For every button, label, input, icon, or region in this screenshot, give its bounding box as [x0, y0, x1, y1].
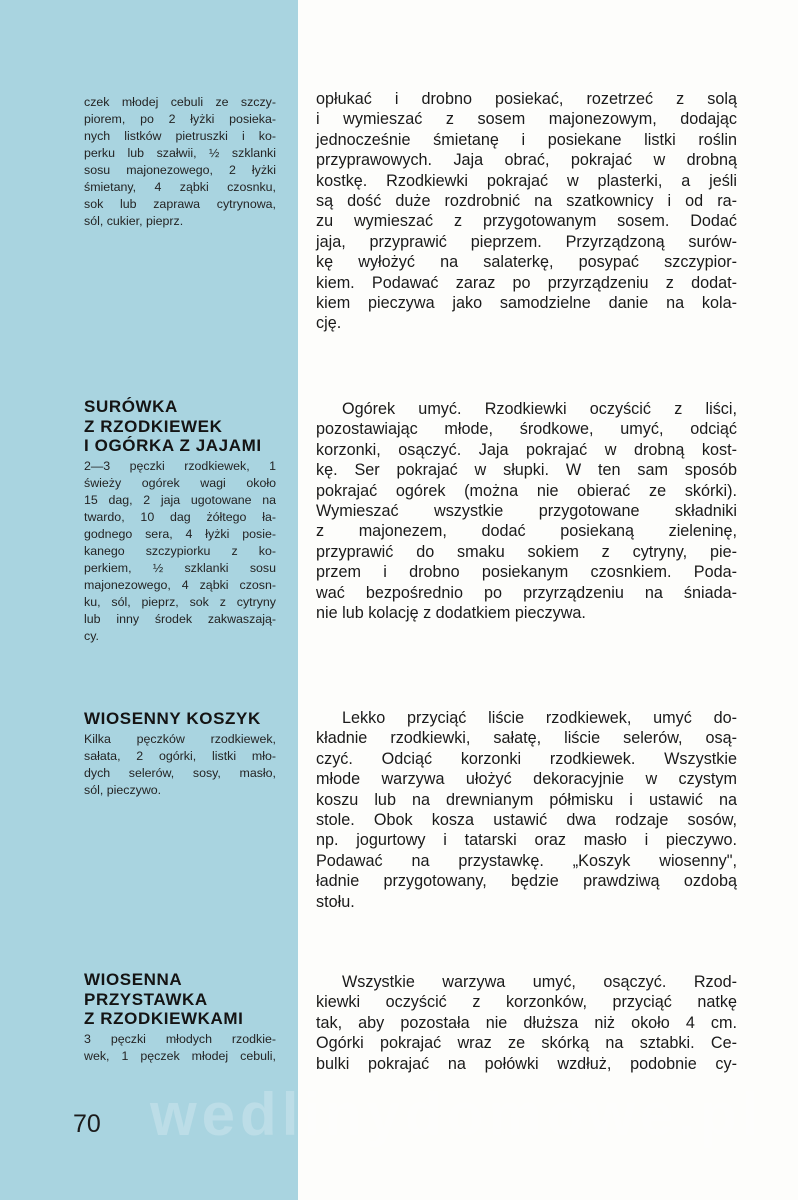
method-line: wać bezpośrednio po przyrządzeniu na śniada-	[316, 583, 737, 602]
method-line: jaja, przyprawić pieprzem. Przyrządzoną surów-	[316, 232, 737, 251]
recipe-title	[84, 970, 276, 1029]
method-line: cję.	[316, 314, 342, 333]
ingredients-line: perku lub szałwii, ½ szklanki	[84, 146, 276, 160]
method-line: przyprawić do smaku sokiem z cytryny, pie-	[316, 542, 737, 561]
ingredients-line: sól, cukier, pieprz.	[84, 214, 184, 228]
method-line: kiem. Podawać zaraz po przyrządzeniu z dodat-	[316, 273, 737, 292]
ingredients-line: cy.	[84, 628, 99, 643]
ingredients-line: godnego sera, 4 łyżki posie-	[84, 526, 276, 541]
method-line: jednocześnie śmietanę i posiekane listki roślin	[316, 130, 737, 149]
ingredients-line: 15 dag, 2 jaja ugotowane na	[84, 492, 276, 507]
method-line: kiem pieczywa jako samodzielne danie na kola-	[316, 294, 737, 313]
method-line: Wszystkie warzywa umyć, osączyć. Rzod-	[342, 973, 737, 991]
method-line: tak, aby pozostała nie dłuższa niż około 4 cm.	[316, 1013, 737, 1032]
method-line: kę. Ser pokrajać w słupki. W ten sam sposób	[316, 461, 737, 480]
ingredients-line: kanego szczypiorku z ko-	[84, 543, 276, 558]
method-line: stole. Obok kosza ustawić dwa rodzaje sosów,	[316, 811, 737, 830]
ingredients-line: nych listków pietruszki i ko-	[84, 129, 276, 143]
ingredients-line: Kilka pęczków rzodkiewek,	[84, 731, 276, 746]
ingredients-text	[84, 458, 276, 645]
method-line: Lekko przyciąć liście rzodkiewek, umyć do-	[342, 709, 737, 727]
site-watermark: wedlinydomowe.pl	[150, 1081, 764, 1148]
method-line: Podawać na przystawkę. „Koszyk wiosenny",	[316, 851, 737, 870]
method-line: opłukać i drobno posiekać, rozetrzeć z solą	[316, 90, 737, 108]
page-number: 70	[73, 1110, 101, 1138]
method-text-continuation	[316, 89, 737, 334]
recipe-przystawka-sidebar	[84, 970, 276, 1065]
recipe-title-line: WIOSENNY KOSZYK	[84, 709, 261, 728]
method-line: czyć. Odciąć korzonki rzodkiewek. Wszystkie	[316, 749, 737, 768]
recipe-title-line: SURÓWKA	[84, 397, 178, 416]
ingredients-line: sosu majonezowego, 2 łyżki	[84, 163, 276, 177]
method-line: kładnie rzodkiewki, sałatę, liście selerów, osą-	[316, 729, 737, 748]
method-line: z majonezem, dodać posiekaną zieleninę,	[316, 522, 737, 541]
recipe-koszyk-sidebar	[84, 709, 276, 799]
ingredients-line: twardo, 10 dag żółtego ła-	[84, 509, 276, 524]
ingredients-block-continuation	[84, 94, 276, 230]
ingredients-line: sok lub zaprawa cytrynowa,	[84, 197, 276, 211]
method-line: pozostawiając młode, środkowe, umyć, odciąć	[316, 420, 737, 439]
ingredients-line: dych selerów, sosy, masło,	[84, 765, 276, 780]
ingredients-text	[84, 731, 276, 799]
method-text-przystawka	[316, 972, 737, 1074]
ingredients-line: świeży ogórek wagi około	[84, 475, 276, 490]
ingredients-line: 2—3 pęczki rzodkiewek, 1	[84, 458, 276, 473]
method-line: zu wymieszać z przygotowanym sosem. Dodać	[316, 212, 737, 231]
method-line: są dość duże rozdrobnić na szatkownicy i od ra-	[316, 192, 737, 211]
recipe-title-line: WIOSENNA	[84, 970, 183, 989]
method-line: i wymieszać z sosem majonezowym, dodając	[316, 110, 737, 129]
ingredients-line: ku, sól, pieprz, sok z cytryny	[84, 594, 276, 609]
method-line: Ogórek umyć. Rzodkiewki oczyścić z liści,	[342, 400, 737, 418]
recipe-title-line: Z RZODKIEWEK	[84, 416, 223, 436]
method-text-koszyk	[316, 708, 737, 912]
method-line: np. jogurtowy i tatarski oraz masło i pieczywo.	[316, 831, 737, 850]
ingredients-line: majonezowego, 4 ząbki czosn-	[84, 577, 276, 592]
recipe-title	[84, 709, 276, 729]
ingredients-line: sól, pieczywo.	[84, 782, 162, 797]
ingredients-line: piorem, po 2 łyżki posieka-	[84, 112, 276, 126]
method-line: ładnie przygotowany, będzie prawdziwą ozdobą	[316, 872, 737, 891]
ingredients-line: perkiem, ½ szklanki sosu	[84, 560, 276, 575]
ingredients-line: śmietany, 4 ząbki czosnku,	[84, 180, 276, 194]
recipe-title-line: I OGÓRKA Z JAJAMI	[84, 436, 262, 455]
recipe-title	[84, 397, 276, 456]
ingredients-line: sałata, 2 ogórki, listki mło-	[84, 748, 276, 763]
method-line: kę wyłożyć na salaterkę, posypać szczypior-	[316, 253, 737, 272]
method-line: koszu lub na drewnianym półmisku i ustawić na	[316, 790, 737, 809]
ingredients-line: lub inny środek zakwaszają-	[84, 611, 276, 626]
method-line: stołu.	[316, 892, 355, 911]
method-text-surowka	[316, 399, 737, 623]
method-line: młode warzywa ułożyć dekoracyjnie w czystym	[316, 770, 737, 789]
method-line: kiewki oczyścić z korzonków, przyciąć natkę	[316, 993, 737, 1012]
recipe-title-line: Z RZODKIEWKAMI	[84, 1009, 244, 1028]
method-line: Ogórki pokrajać wraz ze skórką na sztabki. Ce-	[316, 1034, 737, 1053]
method-line: pokrajać ogórek (można nie obierać ze skórki).	[316, 481, 737, 500]
method-line: nie lub kolację z dodatkiem pieczywa.	[316, 604, 586, 623]
method-line: korzonki, osączyć. Jaja pokrajać w drobną kost-	[316, 440, 737, 459]
ingredients-text	[84, 1031, 276, 1065]
ingredients-line: czek młodej cebuli ze szczy-	[84, 95, 276, 109]
recipe-title-line: PRZYSTAWKA	[84, 989, 208, 1009]
ingredients-line: 3 pęczki młodych rzodkie-	[84, 1031, 276, 1046]
method-line: przem i drobno posiekanym czosnkiem. Poda-	[316, 563, 737, 582]
method-line: bulki pokrajać na połówki wzdłuż, podobnie cy-	[316, 1054, 737, 1073]
ingredients-text	[84, 94, 276, 230]
method-line: Wymieszać wszystkie przygotowane składniki	[316, 502, 737, 521]
recipe-surowka-sidebar	[84, 397, 276, 645]
method-line: przyprawowych. Jaja obrać, pokrajać w drobną	[316, 151, 737, 170]
method-line: kostkę. Rzodkiewki pokrajać w plasterki, a jeśli	[316, 171, 737, 190]
ingredients-line: wek, 1 pęczek młodej cebuli,	[84, 1048, 276, 1063]
